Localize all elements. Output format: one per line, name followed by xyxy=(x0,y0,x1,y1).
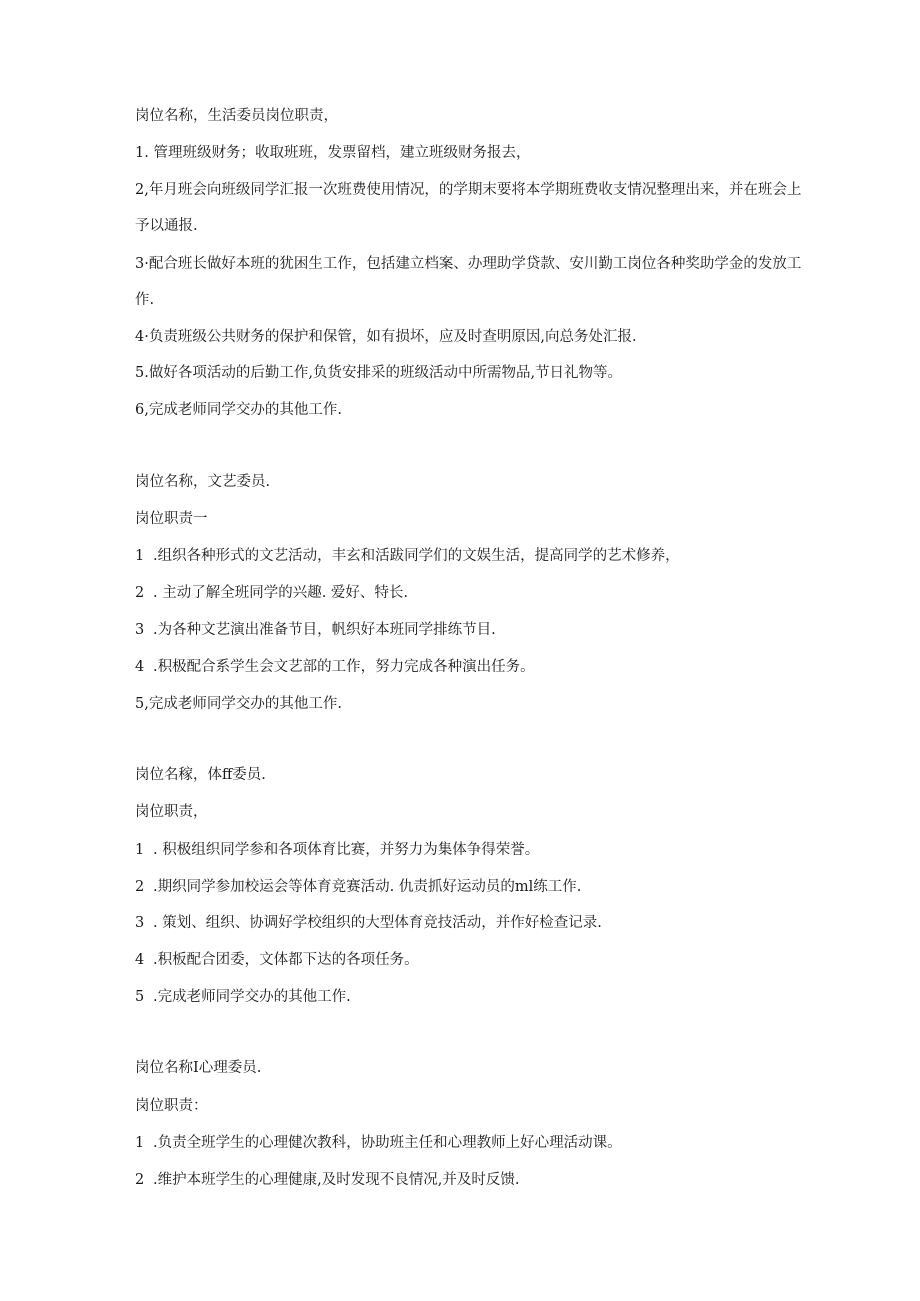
list-item xyxy=(135,1133,850,1153)
list-item: 5.做好各项活动的后勤工作,负货安排采的班级活动中所需物品,节日礼物等。 xyxy=(135,365,623,381)
list-item xyxy=(135,913,850,933)
list-item xyxy=(135,657,850,677)
section-subtitle: 岗位职责一 xyxy=(135,511,208,527)
list-item: 6,完成老师同学交办的其他工作. xyxy=(135,402,342,418)
list-item-text: .维护本班学生的心理健康,及时发现不良情况,并及时反馈. xyxy=(153,1172,520,1188)
section-subtitle: 岗位职责： xyxy=(135,1098,208,1114)
section-title: 岗位名称，生活委员岗位职责， xyxy=(135,108,338,124)
list-item-text: .负责全班学生的心理健次教科，协助班主任和心理教师上好心理活动课。 xyxy=(153,1135,622,1151)
list-item: 1. 管理班级财务；收取班班，发票留档，建立班级财务报去， xyxy=(135,145,531,161)
list-item-text: 5,完成老师同学交办的其他工作. xyxy=(135,696,342,712)
list-item-number: 1 xyxy=(135,1135,145,1151)
list-item-text: . 策划、组织、协调好学校组织的大型体育竞技活动，并作好检查记录. xyxy=(153,915,602,931)
list-item-continuation: 作. xyxy=(135,292,155,308)
list-item xyxy=(135,840,850,860)
list-item xyxy=(135,877,850,897)
list-item-text: .为各种文艺演出准备节目，帆织好本班同学排练节目. xyxy=(153,622,496,638)
list-item-number: 2 xyxy=(135,879,145,895)
list-item-text: . 积极组织同学参和各项体育比赛，并努力为集体争得荣誉。 xyxy=(153,842,540,858)
list-item xyxy=(135,1170,850,1190)
list-item-text: .组织各种形式的文艺活动，丰玄和活跋同学们的文娱生活，提高同学的艺术修养， xyxy=(153,548,680,564)
list-item xyxy=(135,694,850,714)
list-item-number: 1 xyxy=(135,842,145,858)
list-item-text: .完成老师同学交办的其他工作. xyxy=(153,989,351,1005)
list-item: 4·负责班级公共财务的保护和保管，如有损坏，应及时查明原因,向总务处汇报. xyxy=(135,329,637,345)
list-item-number: 1 xyxy=(135,548,145,564)
list-item-number: 3 xyxy=(135,622,145,638)
list-item xyxy=(135,583,850,603)
list-item-number: 2 xyxy=(135,1172,145,1188)
section-subtitle: 岗位职责， xyxy=(135,804,208,820)
list-item-number: 4 xyxy=(135,952,145,968)
list-item-text: .积极配合系学生会文艺部的工作，努力完成各种演出任务。 xyxy=(153,659,535,675)
list-item-number: 4 xyxy=(135,659,145,675)
list-item: 3·配合班长做好本班的犹困生工作，包括建立档案、办理助学贷款、安川勤工岗位各种奖助学金的发放工 xyxy=(135,256,802,272)
list-item-text: .积板配合团委，文体都下达的各项任务。 xyxy=(153,952,419,968)
list-item: 2,年月班会向班级同学汇报一次班费使用情况，的学期末要将本学期班费收支情况整理出来，并在班会上 xyxy=(135,182,802,198)
list-item xyxy=(135,950,850,970)
list-item-number: 2 xyxy=(135,585,145,601)
section-title: 岗位名稼，体ff委员. xyxy=(135,767,266,783)
section-title: 岗位名称，文艺委员. xyxy=(135,474,271,490)
list-item xyxy=(135,620,850,640)
list-item-continuation: 予以通报. xyxy=(135,218,198,234)
list-item-text: . 主动了解全班同学的兴趣. 爱好、特长. xyxy=(153,585,409,601)
section-title: 岗位名称I心理委员. xyxy=(135,1060,262,1076)
list-item xyxy=(135,987,850,1007)
list-item-number: 3 xyxy=(135,915,145,931)
list-item-text: .期织同学参加校运会等体育竞赛活动. 仇责抓好运动员的ml练工作. xyxy=(153,879,582,895)
list-item xyxy=(135,546,850,566)
list-item-number: 5 xyxy=(135,989,145,1005)
